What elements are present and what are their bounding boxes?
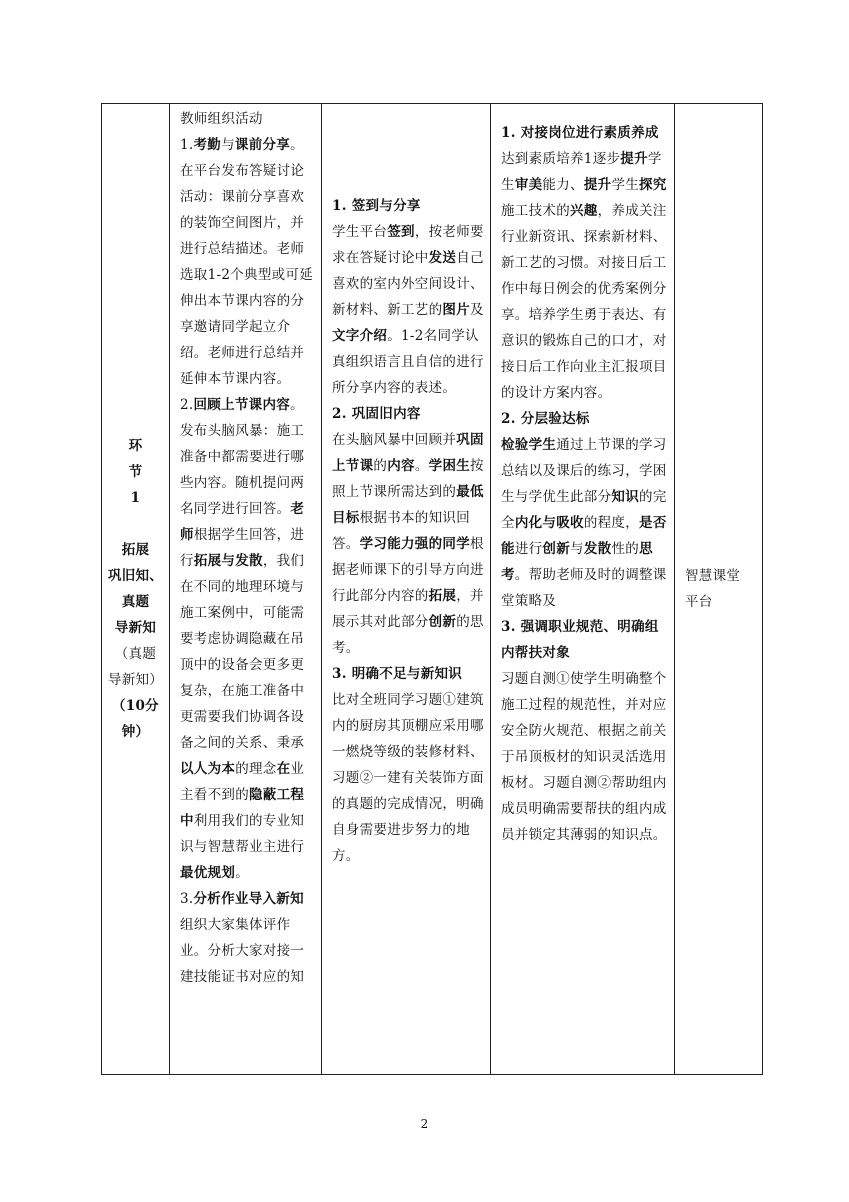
paragraph: 习题自测①使学生明确整个施工过程的规范性，并对应安全防火规范、根据之前关于吊顶板材的知识灵活选用板材。习题自测②帮助组内成员明确需要帮扶的组内成员并锁定其薄弱的知识点。 <box>501 671 667 843</box>
stage-line: 导新知 <box>114 620 157 636</box>
section-heading: 1. 签到与分享 <box>332 198 421 214</box>
resource-text: 智慧课堂平台 <box>685 568 741 610</box>
stage-cell <box>102 104 170 1075</box>
page-number: 2 <box>420 1117 429 1131</box>
section-heading: 3. 明确不足与新知识 <box>332 666 463 682</box>
teacher-activity-cell <box>170 104 322 1075</box>
paragraph: 学生平台签到，按老师要求在答疑讨论中发送自己喜欢的室内外空间设计、新材料、新工艺的图片及文字介绍。1-2名同学认真组织语言且自信的进行所分享内容的表述。 <box>332 224 484 396</box>
stage-line: 节 <box>128 464 143 480</box>
section-heading: 2. 分层验达标 <box>501 411 590 427</box>
section-heading: 3. 强调职业规范、明确组内帮扶对象 <box>501 619 659 661</box>
design-intent-text <box>491 104 674 848</box>
paragraph: 在平台发布答疑讨论活动：课前分享喜欢的装饰空间图片，并进行总结描述。老师选取1-2个典型或可延伸出本节课内容的分享邀请同学起立介绍。老师进行总结并延伸本节课内容。 <box>180 163 314 387</box>
paragraph: 检验学生通过上节课的学习总结以及课后的练习，学困生与学优生此部分知识的完全内化与吸收的程度，是否能进行创新与发散性的思考。帮助老师及时的调整课堂策略及 <box>501 437 667 609</box>
section-heading: 3.分析作业导入新知 <box>180 891 304 907</box>
paragraph: 组织大家集体评作业。分析大家对接一建技能证书对应的知 <box>180 917 305 985</box>
teacher-activity-text <box>170 104 321 1074</box>
paragraph: 在头脑风暴中回顾并巩固上节课的内容。学困生按照上节课所需达到的最低目标根据书本的知识回答。学习能力强的同学根据老师课下的引导方向进行此部分内容的拓展，并展示其对此部分创新的思考。 <box>332 432 484 656</box>
paragraph: 比对全班同学习题①建筑内的厨房其顶棚应采用哪一燃烧等级的装修材料、习题②一建有关装饰方面的真题的完成情况，明确自身需要进步努力的地方。 <box>332 692 484 864</box>
stage-line: 环 <box>128 438 143 454</box>
design-intent-cell <box>491 104 675 1075</box>
section-heading: 1. 对接岗位进行素质养成 <box>501 125 659 141</box>
stage-line: 巩旧知、 <box>107 568 164 584</box>
paragraph: 发布头脑风暴：施工准备中都需要进行哪些内容。随机提问两名同学进行回答。老师根据学生回答，进行拓展与发散，我们在不同的地理环境与施工案例中，可能需要考虑协调隐藏在吊顶中的设备会更多更复杂，在施工准备中更需要我们协调各设备之间的关系、秉承以人为本的理念在业主看不到的隐蔽工程中利用我们的专业知识与智慧帮业主进行最优规划。 <box>180 423 305 881</box>
paragraph: 教师组织活动 <box>180 111 263 127</box>
stage-label <box>102 433 169 745</box>
stage-line: （10分 <box>112 698 159 714</box>
stage-line: 真题 <box>121 594 150 610</box>
section-heading: 2.回顾上节课内容。 <box>180 397 304 413</box>
lesson-plan-table <box>101 103 763 1075</box>
paragraph: 达到素质培养1逐步提升学生审美能力、提升学生探究施工技术的兴趣，养成关注行业新资讯、探索新材料、新工艺的习惯。对接日后工作中每日例会的优秀案例分享。培养学生勇于表达、有意识的锻炼自己的口才，对接日后工作向业主汇报项目的设计方案内容。 <box>501 151 667 401</box>
resource-cell <box>675 104 763 1075</box>
table-row <box>102 104 763 1075</box>
student-activity-text <box>322 104 490 869</box>
section-heading: 2. 巩固旧内容 <box>332 406 421 422</box>
student-activity-cell <box>322 104 491 1075</box>
stage-line: （真题 <box>114 646 157 662</box>
stage-line: 钟） <box>121 724 150 740</box>
stage-line: 1 <box>130 490 141 506</box>
stage-line: 导新知） <box>107 672 164 688</box>
section-heading: 1.考勤与课前分享。 <box>180 137 304 153</box>
stage-line: 拓展 <box>121 542 150 558</box>
